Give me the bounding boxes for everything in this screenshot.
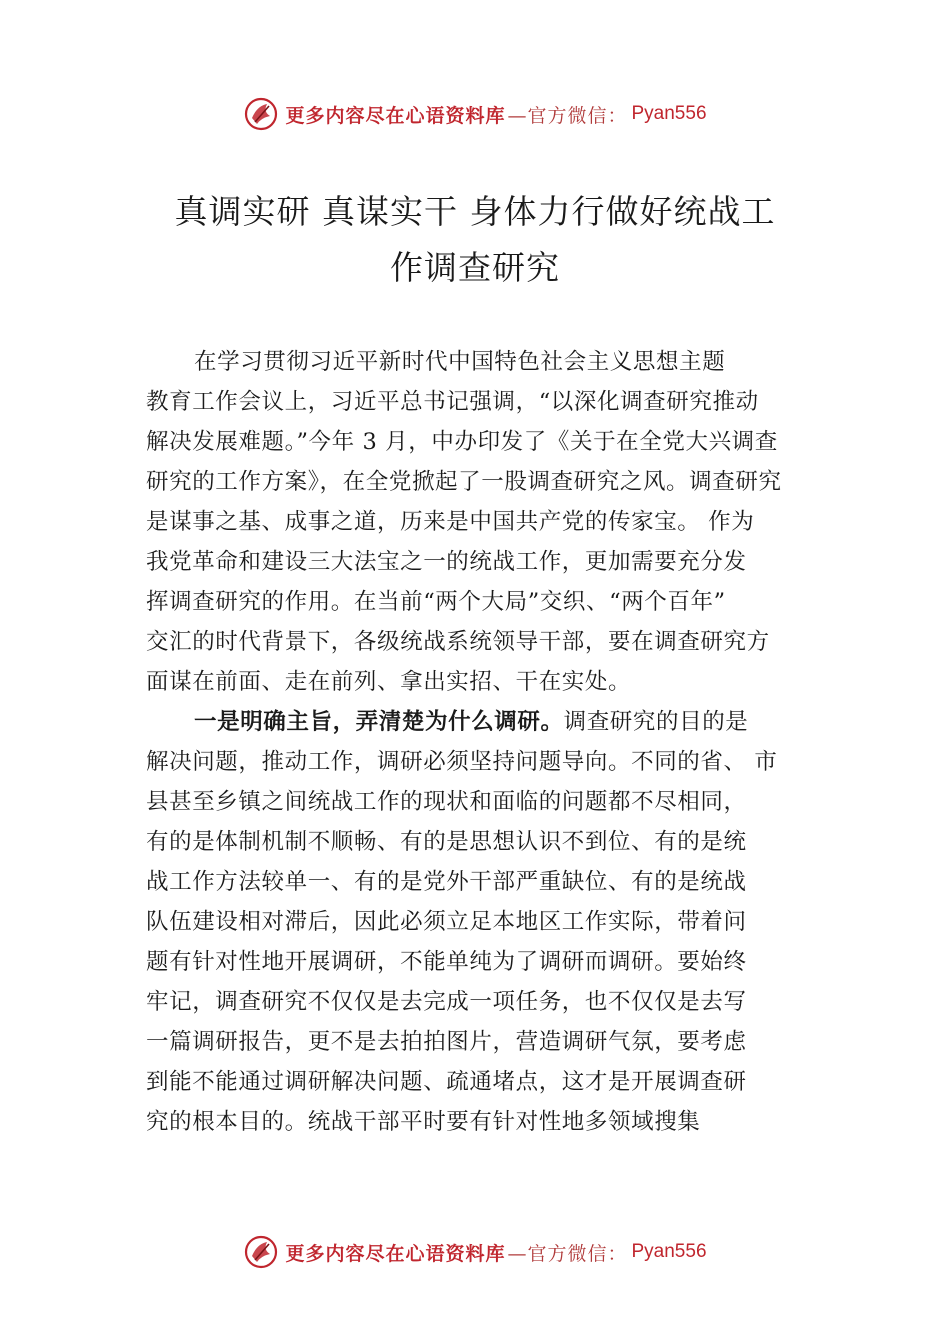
article-body [146,342,836,1142]
paragraph-line: 题有针对性地开展调研，不能单纯为了调研而调研。要始终 [146,949,747,975]
paragraph-line: 有的是体制机制不顺畅、有的是思想认识不到位、有的是统 [146,829,747,855]
paragraph-line: 我党革命和建设三大法宝之一的统战工作，更加需要充分发 [146,549,747,575]
banner-wechat-id: Pyan556 [631,103,707,124]
section-heading: 一是明确主旨，弄清楚为什么调研。 [194,709,564,735]
paragraph-line: 队伍建设相对滞后，因此必须立足本地区工作实际，带着问 [146,909,747,935]
banner-brand-text: 更多内容尽在心语资料库 [285,104,506,127]
title-line-1: 真调实研 真谋实干 身体力行做好统战工 [174,192,776,231]
paragraph-line: 解决发展难题。”今年 3 月，中办印发了《关于在全党大兴调查 [146,429,778,455]
paragraph-line: 战工作方法较单一、有的是党外干部严重缺位、有的是统战 [146,869,747,895]
paragraph-line: 面谋在前面、走在前列、拿出实招、干在实处。 [146,669,632,695]
title-line-2: 作调查研究 [390,248,560,287]
paragraph-line: 教育工作会议上，习近平总书记强调，“以深化调查研究推动 [146,389,759,415]
paragraph-line: 是谋事之基、成事之道，历来是中国共产党的传家宝。 作为 [146,509,755,535]
brand-logo-icon [243,96,279,132]
footer-banner [0,1230,950,1274]
paragraph-line: 挥调查研究的作用。在当前“两个大局”交织、“两个百年” [146,589,726,615]
paragraph-line: 在学习贯彻习近平新时代中国特色社会主义思想主题 [194,349,726,375]
brand-logo-icon [243,1234,279,1270]
banner-brand-text: 更多内容尽在心语资料库 [285,1242,506,1265]
banner-official-text: —官方微信： [507,104,628,127]
document-title [0,184,950,296]
paragraph-line: 一篇调研报告，更不是去拍拍图片，营造调研气氛，要考虑 [146,1029,747,1055]
paragraph-line: 到能不能通过调研解决问题、疏通堵点，这才是开展调查研 [146,1069,747,1095]
section-heading-line [146,702,836,742]
banner-wechat-id: Pyan556 [631,1241,707,1262]
section-heading-rest: 调查研究的目的是 [563,709,749,735]
paragraph-line: 研究的工作方案》，在全党掀起了一股调查研究之风。调查研究 [146,469,782,495]
header-banner [0,92,950,136]
paragraph-line: 县甚至乡镇之间统战工作的现状和面临的问题都不尽相同， [146,789,747,815]
paragraph-line: 牢记，调查研究不仅仅是去完成一项任务，也不仅仅是去写 [146,989,747,1015]
paragraph-line: 究的根本目的。统战干部平时要有针对性地多领域搜集 [146,1109,701,1135]
paragraph-line: 解决问题，推动工作，调研必须坚持问题导向。不同的省、 市 [146,749,778,775]
paragraph-line: 交汇的时代背景下，各级统战系统领导干部，要在调查研究方 [146,629,770,655]
banner-official-text: —官方微信： [507,1242,628,1265]
